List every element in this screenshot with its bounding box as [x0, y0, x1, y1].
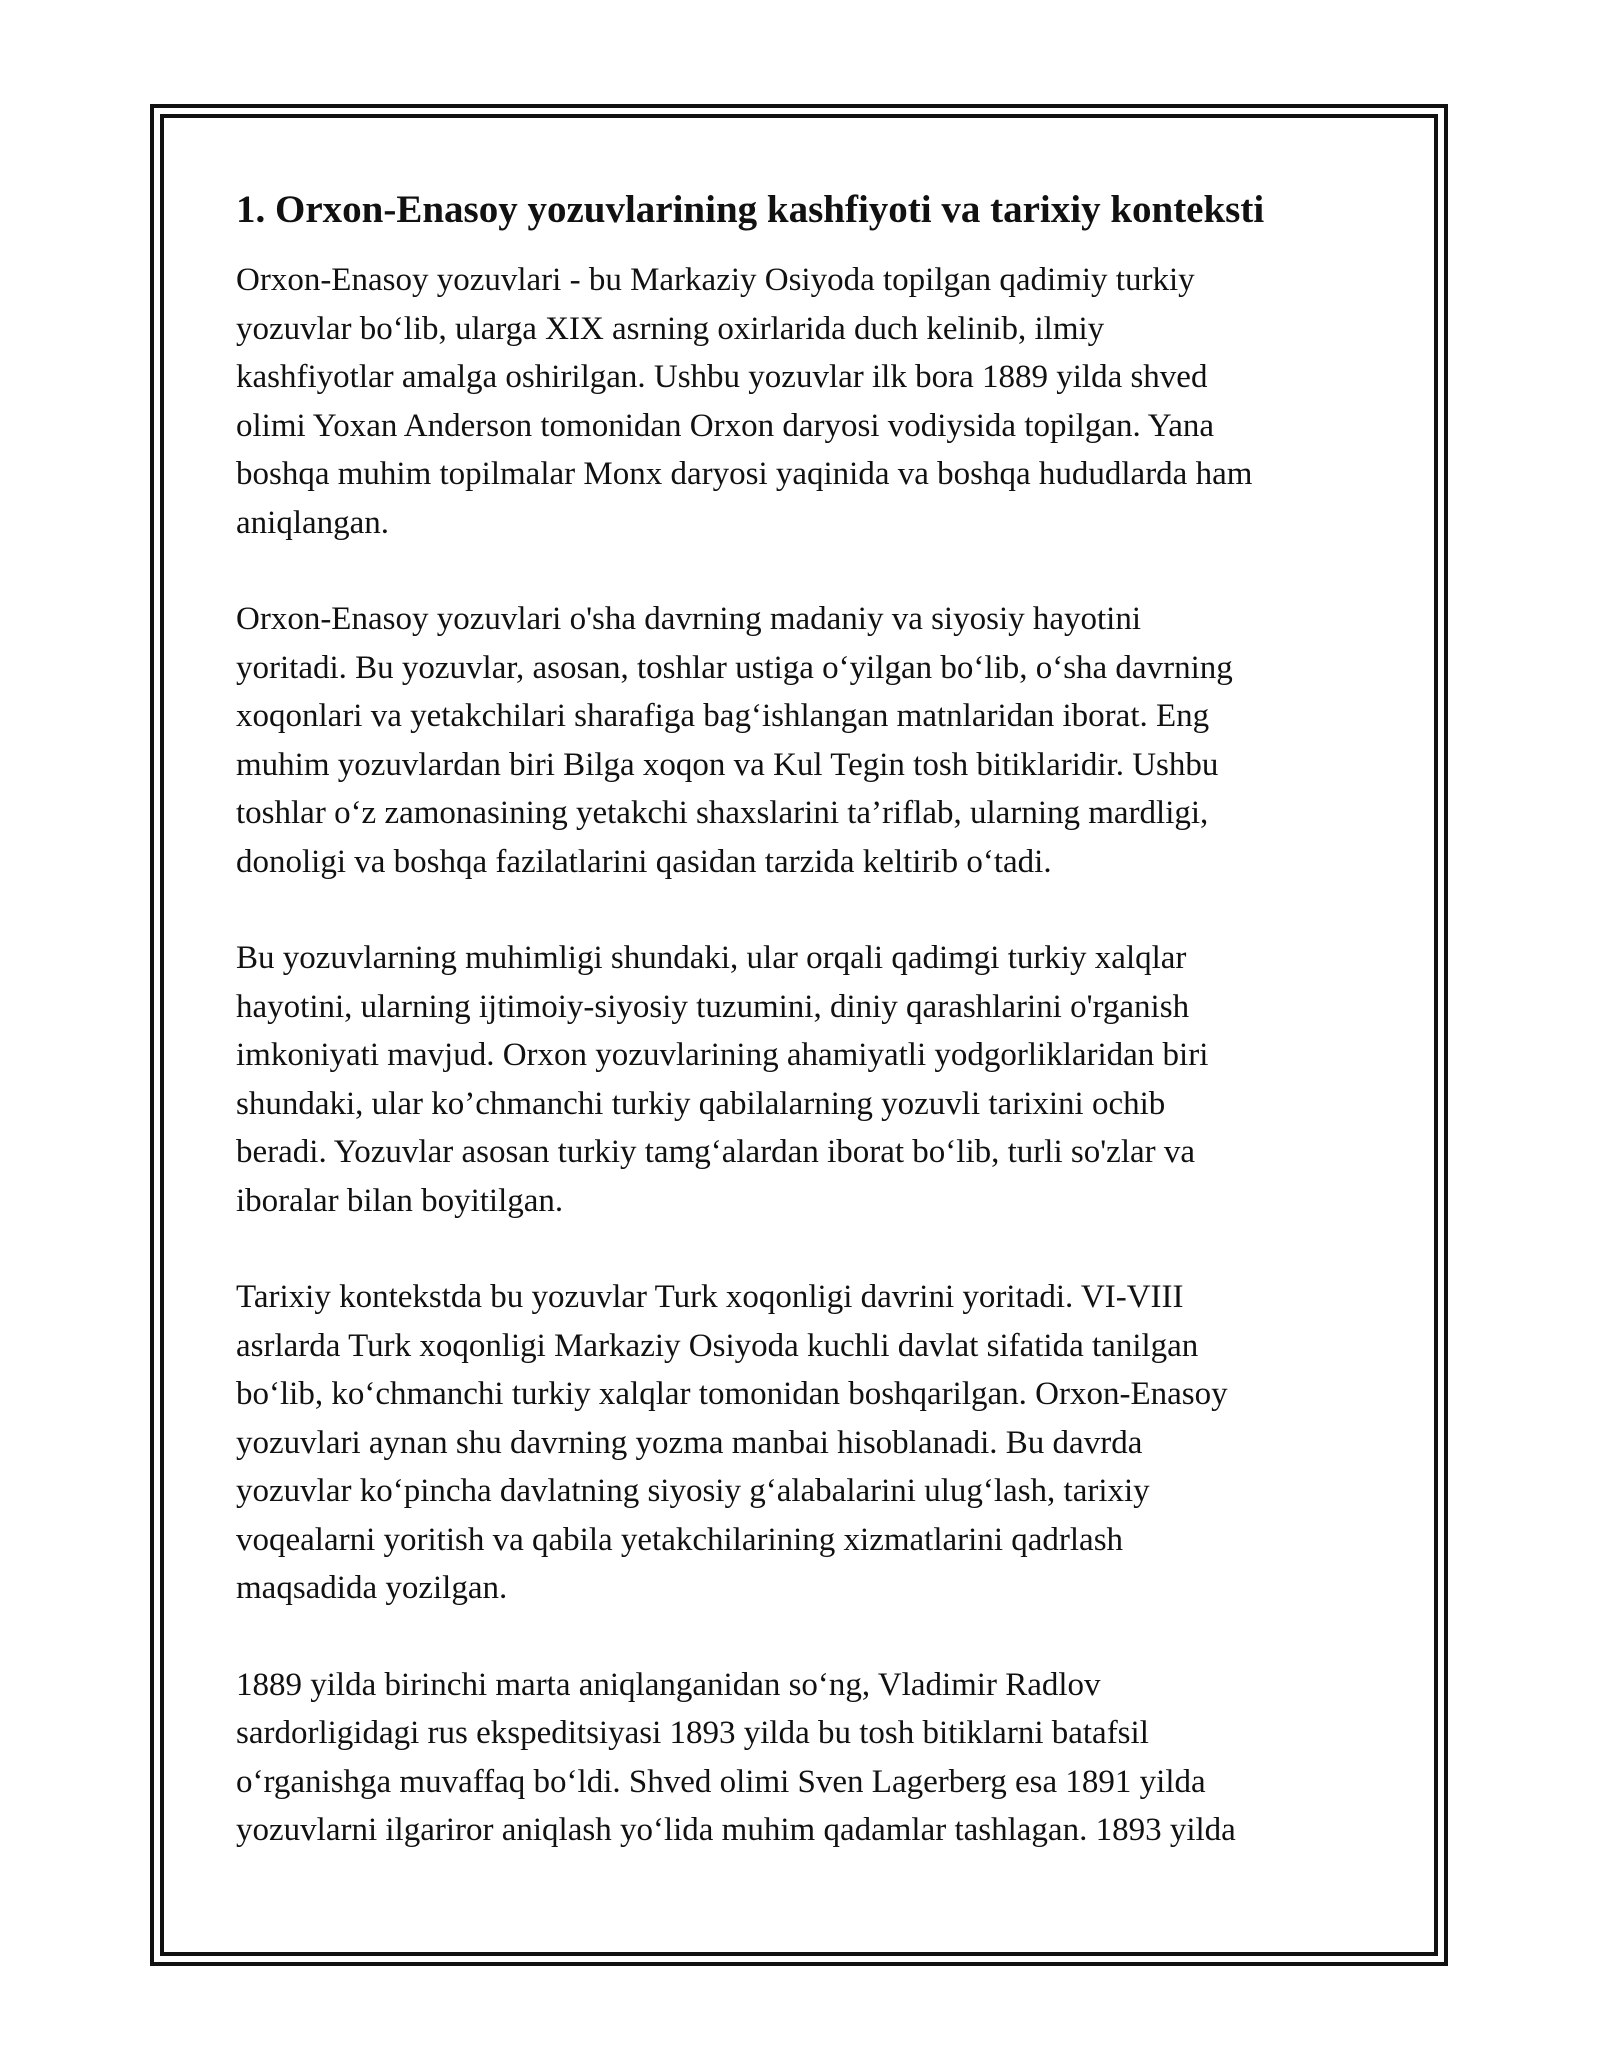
- text-line: imkoniyati mavjud. Orxon yozuvlarining ahamiyatli yodgorliklaridan biri: [236, 1037, 1209, 1073]
- text-line: kashfiyotlar amalga oshirilgan. Ushbu yozuvlar ilk bora 1889 yilda shved: [236, 359, 1208, 395]
- text-line: Orxon-Enasoy yozuvlari - bu Markaziy Osiyoda topilgan qadimiy turkiy: [236, 262, 1195, 298]
- text-line: voqealarni yoritish va qabila yetakchilarining xizmatlarini qadrlash: [236, 1521, 1124, 1558]
- text-line: Bu yozuvlarning muhimligi shundaki, ular orqali qadimgi turkiy xalqlar: [236, 940, 1187, 976]
- text-line: olimi Yoxan Anderson tomonidan Orxon daryosi vodiysida topilgan. Yana: [236, 407, 1215, 444]
- text-line: yozuvlarni ilgariror aniqlash yo‘lida muhim qadamlar tashlagan. 1893 yilda: [236, 1812, 1236, 1848]
- text-line: bo‘lib, ko‘chmanchi turkiy xalqlar tomonidan boshqarilgan. Orxon-Enasoy: [236, 1376, 1228, 1412]
- text-line: iboralar bilan boyitilgan.: [236, 1182, 564, 1219]
- text-line: yozuvlar ko‘pincha davlatning siyosiy g‘alabalarini ulug‘lash, tarixiy: [236, 1473, 1150, 1509]
- text-line: muhim yozuvlardan biri Bilga xoqon va Kul Tegin tosh bitiklaridir. Ushbu: [236, 746, 1219, 783]
- text-line: asrlarda Turk xoqonligi Markaziy Osiyoda kuchli davlat sifatida tanilgan: [236, 1327, 1199, 1364]
- text-line: sardorligidagi rus ekspeditsiyasi 1893 yilda bu tosh bitiklarni batafsil: [236, 1715, 1149, 1751]
- document-body: [236, 186, 1386, 1903]
- text-line: yoritadi. Bu yozuvlar, asosan, toshlar ustiga o‘yilgan bo‘lib, o‘sha davrning: [236, 649, 1233, 686]
- text-line: o‘rganishga muvaffaq bo‘ldi. Shved olimi Sven Lagerberg esa 1891 yilda: [236, 1763, 1206, 1800]
- paragraph-3: [236, 934, 1386, 1225]
- paragraph-1: [236, 256, 1386, 547]
- text-line: Tarixiy kontekstda bu yozuvlar Turk xoqonligi davrini yoritadi. VI-VIII: [236, 1279, 1184, 1315]
- text-line: boshqa muhim topilmalar Monx daryosi yaqinida va boshqa hududlarda ham: [236, 456, 1253, 492]
- section-heading: 1. Orxon-Enasoy yozuvlarining kashfiyoti va tarixiy konteksti: [236, 188, 1265, 231]
- paragraph-2: [236, 595, 1386, 886]
- text-line: yozuvlar bo‘lib, ularga XIX asrning oxirlarida duch kelinib, ilmiy: [236, 310, 1105, 347]
- text-line: beradi. Yozuvlar asosan turkiy tamg‘alardan iborat bo‘lib, turli so'zlar va: [236, 1134, 1196, 1170]
- text-line: 1889 yilda birinchi marta aniqlanganidan so‘ng, Vladimir Radlov: [236, 1666, 1101, 1703]
- text-line: xoqonlari va yetakchilari sharafiga bag‘ishlangan matnlaridan iborat. Eng: [236, 698, 1210, 734]
- text-line: Orxon-Enasoy yozuvlari o'sha davrning madaniy va siyosiy hayotini: [236, 601, 1142, 637]
- text-line: toshlar o‘z zamonasining yetakchi shaxslarini ta’riflab, ularning mardligi,: [236, 795, 1209, 831]
- text-line: maqsadida yozilgan.: [236, 1570, 508, 1606]
- paragraph-5: [236, 1661, 1386, 1855]
- text-line: shundaki, ular ko’chmanchi turkiy qabilalarning yozuvli tarixini ochib: [236, 1085, 1166, 1122]
- text-line: donoligi va boshqa fazilatlarini qasidan tarzida keltirib o‘tadi.: [236, 843, 1052, 880]
- text-line: aniqlangan.: [236, 504, 390, 541]
- text-line: hayotini, ularning ijtimoiy-siyosiy tuzumini, diniy qarashlarini o'rganish: [236, 988, 1190, 1025]
- text-line: yozuvlari aynan shu davrning yozma manbai hisoblanadi. Bu davrda: [236, 1424, 1143, 1461]
- paragraph-4: [236, 1273, 1386, 1613]
